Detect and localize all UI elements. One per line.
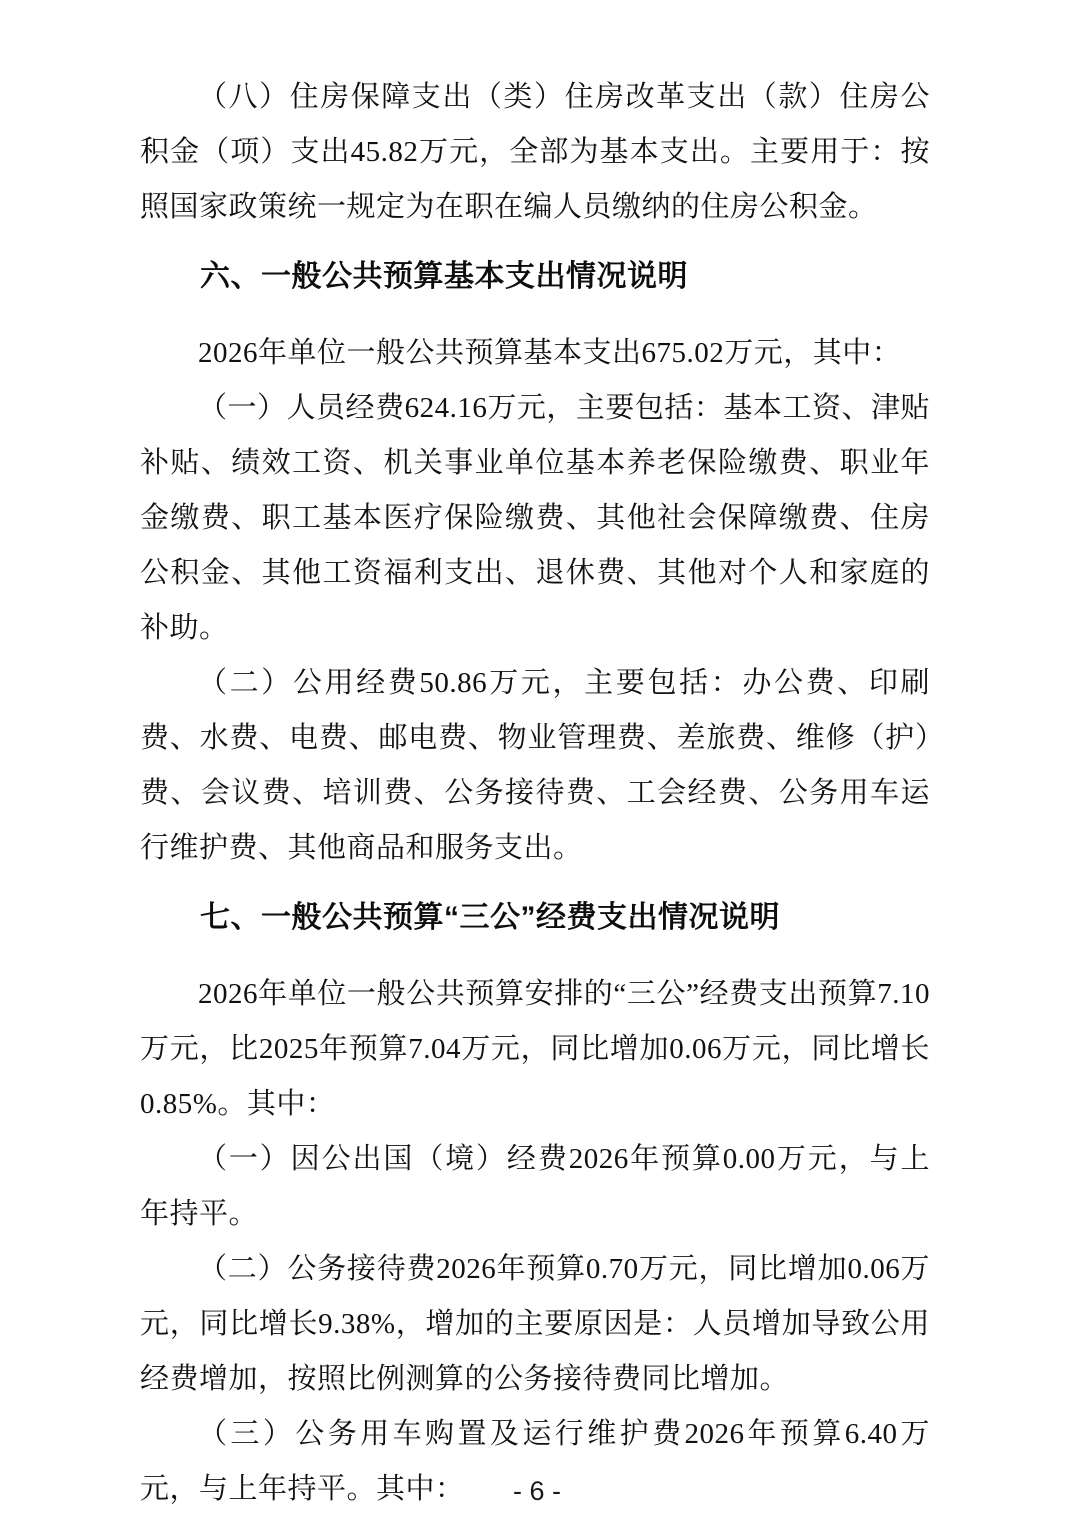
section-heading-six-basic-expenditure: 六、一般公共预算基本支出情况说明: [200, 260, 688, 293]
page-number: - 6 -: [512, 1476, 561, 1506]
para-seven-official-vehicles: （三）公务用车购置及运行维护费2026年预算6.40万元，与上年持平。其中：: [140, 1418, 930, 1505]
para-housing-security-expenditure: （八）住房保障支出（类）住房改革支出（款）住房公积金（项）支出45.82万元，全部为基本支出。主要用于：按照国家政策统一规定为在职在编人员缴纳的住房公积金。: [140, 81, 930, 223]
para-seven-official-reception: （二）公务接待费2026年预算0.70万元，同比增加0.06万元，同比增长9.38%，增加的主要原因是：人员增加导致公用经费增加，按照比例测算的公务接待费同比增加。: [140, 1253, 930, 1395]
para-six-public-funds: （二）公用经费50.86万元，主要包括：办公费、印刷费、水费、电费、邮电费、物业管理费、差旅费、维修（护）费、会议费、培训费、公务接待费、工会经费、公务用车运行维护费、其他商品和服务支出。: [140, 667, 930, 864]
para-six-personnel-funds: （一）人员经费624.16万元，主要包括：基本工资、津贴补贴、绩效工资、机关事业单位基本养老保险缴费、职业年金缴费、职工基本医疗保险缴费、其他社会保障缴费、住房公积金、其他工资福利支出、退休费、其他对个人和家庭的补助。: [140, 392, 930, 644]
section-heading-seven-three-public-funds: 七、一般公共预算“三公”经费支出情况说明: [200, 901, 780, 934]
para-seven-overseas-trips: （一）因公出国（境）经费2026年预算0.00万元，与上年持平。: [140, 1143, 930, 1230]
para-six-intro: 2026年单位一般公共预算基本支出675.02万元，其中：: [198, 337, 902, 369]
para-seven-intro: 2026年单位一般公共预算安排的“三公”经费支出预算7.10万元，比2025年预算7.04万元，同比增加0.06万元，同比增长0.85%。其中：: [140, 978, 930, 1120]
